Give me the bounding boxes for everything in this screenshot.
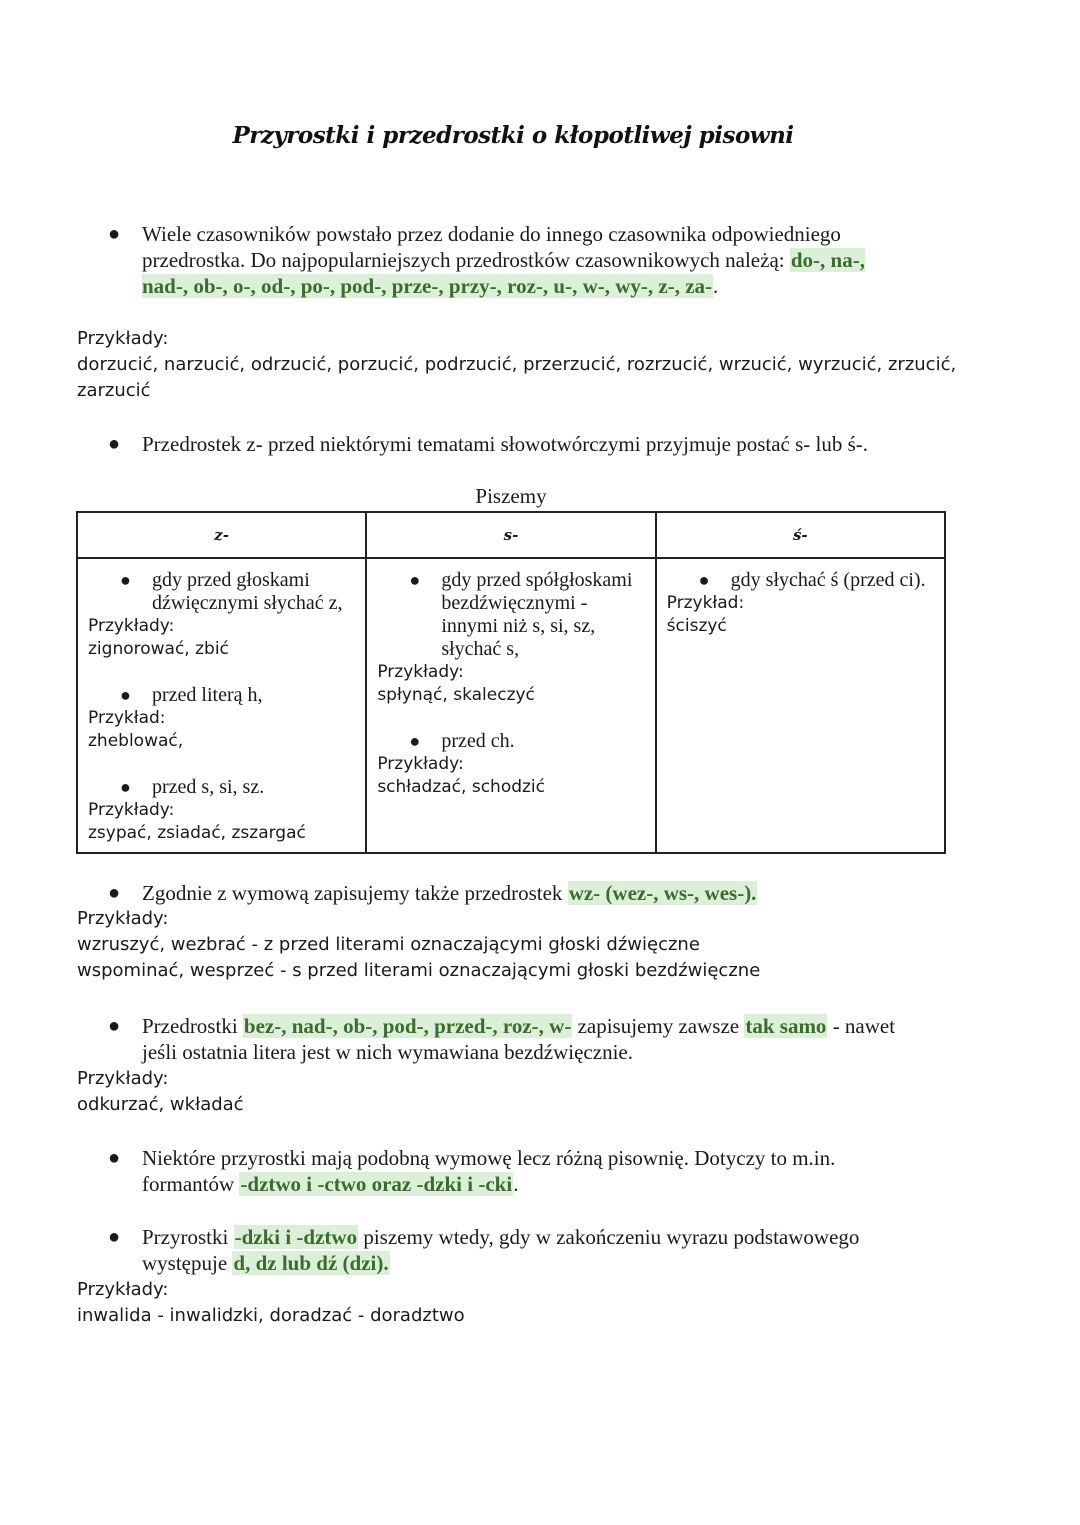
bullet-dot-icon: ●: [108, 223, 121, 245]
bullet-wz-prefix: [108, 880, 968, 906]
cell-example: zheblować,: [88, 731, 184, 751]
cell-label: Przykład:: [88, 708, 166, 728]
bullet-dzki-dztwo: [108, 1224, 908, 1276]
header-z: z-: [77, 512, 366, 558]
bullet-text: Przedrostki bez-, nad-, ob-, pod-, przed-, roz-, w- zapisujemy zawsze tak samo - nawet jeśli ostatnia litera jest w nich wymawiana bezdźwięcznie.: [142, 1014, 896, 1064]
bullet-text: Niektóre przyrostki mają podobną wymowę lecz różną pisownię. Dotyczy to m.in. formantów -dztwo i -ctwo oraz -dzki i -cki.: [142, 1146, 836, 1196]
bullet-dot-icon: ●: [698, 570, 710, 590]
examples-dzki-dztwo: [77, 1277, 977, 1329]
cell-bullet: ● przed literą h,: [120, 684, 263, 706]
cell-s: [366, 558, 655, 853]
bullet-text: Przedrostek z- przed niektórymi tematami słowotwórczymi przyjmuje postać s- lub ś-.: [142, 432, 869, 456]
highlight-prefix-list: bez-, nad-, ob-, pod-, przed-, roz-, w-: [243, 1014, 572, 1038]
cell-example: spłynąć, skaleczyć: [377, 685, 535, 705]
bullet-dot-icon: ●: [108, 1226, 121, 1248]
table-caption: Piszemy: [475, 484, 547, 508]
cell-bullet: ● gdy słychać ś (przed ci).: [698, 569, 926, 591]
bullet-constant-prefixes: [108, 1013, 908, 1065]
header-sh: ś-: [656, 512, 945, 558]
bullet-dot-icon: ●: [120, 777, 131, 797]
examples-label: Przykłady:: [77, 1068, 169, 1089]
bullet-dot-icon: ●: [409, 570, 421, 590]
examples-text: dorzucić, narzucić, odrzucić, porzucić, podrzucić, przerzucić, rozrzucić, wrzucić, wyrzucić, zrzucić, zarzucić: [77, 354, 957, 401]
bullet-dot-icon: ●: [409, 731, 421, 751]
examples-label: Przykłady:: [77, 328, 169, 349]
cell-label: Przykład:: [666, 593, 745, 613]
bullet-dot-icon: ●: [120, 685, 131, 705]
cell-bullet: ● gdy przed głoskami dźwięcznymi słychać z,: [120, 569, 343, 614]
highlight-prefixes: do-, na-, nad-, ob-, o-, od-, po-, pod-, prze-, przy-, roz-, u-, w-, wy-, z-, za-: [142, 248, 865, 298]
examples-text: inwalida - inwalidzki, doradzać - doradztwo: [77, 1305, 465, 1326]
prefix-table: [76, 511, 946, 854]
bullet-verb-prefixes: [108, 221, 908, 299]
examples-label: Przykłady:: [77, 908, 169, 929]
cell-bullet: ● gdy przed spółgłoskami bezdźwięcznymi - innymi niż s, si, sz, słychać s,: [409, 569, 633, 660]
cell-example: ściszyć: [666, 616, 727, 636]
table-row: [77, 558, 945, 853]
page-title: Przyrostki i przedrostki o kłopotliwej pisowni: [232, 122, 794, 149]
bullet-similar-suffixes: [108, 1145, 908, 1197]
bullet-text: Przyrostki -dzki i -dztwo piszemy wtedy, gdy w zakończeniu wyrazu podstawowego występuje d, dz lub dź (dzi).: [142, 1225, 860, 1275]
cell-example: zsypać, zsiadać, zszargać: [88, 823, 306, 843]
bullet-text: Wiele czasowników powstało przez dodanie do innego czasownika odpowiedniego przedrostka. Do najpopularniejszych przedrostków czasownikowych należą: do-, na-, nad-, ob-, o-, od-, po-, pod-, prze-, przy-, roz-, u-, w-, wy-, z-, za-.: [142, 222, 865, 298]
examples-line: wzruszyć, wezbrać - z przed literami oznaczającymi głoski dźwięczne: [77, 934, 700, 955]
cell-label: Przykłady:: [377, 662, 464, 682]
cell-bullet: ● przed ch.: [409, 730, 515, 752]
bullet-dot-icon: ●: [120, 570, 131, 590]
bullet-dot-icon: ●: [108, 1147, 121, 1169]
highlight-suffixes: -dztwo i -ctwo oraz -dzki i -cki: [240, 1172, 513, 1196]
cell-label: Przykłady:: [88, 800, 175, 820]
highlight-d-dz: d, dz lub dź (dzi).: [233, 1251, 389, 1275]
highlight-dzki-dztwo: -dzki i -dztwo: [234, 1225, 358, 1249]
cell-example: zignorować, zbić: [88, 639, 229, 659]
bullet-z-prefix-forms: [108, 431, 968, 457]
bullet-text: Zgodnie z wymową zapisujemy także przedrostek wz- (wez-, ws-, wes-).: [142, 881, 757, 905]
cell-sh: [656, 558, 945, 853]
highlight-tak-samo: tak samo: [745, 1014, 827, 1038]
examples-wz: [77, 906, 977, 984]
examples-constant-prefixes: [77, 1066, 977, 1118]
cell-label: Przykłady:: [377, 754, 464, 774]
header-s: s-: [366, 512, 655, 558]
cell-bullet: ● przed s, si, sz.: [120, 776, 265, 798]
examples-verb-prefixes: [77, 326, 977, 404]
examples-text: odkurzać, wkładać: [77, 1094, 244, 1115]
bullet-dot-icon: ●: [108, 1015, 121, 1037]
cell-example: schładzać, schodzić: [377, 777, 546, 797]
examples-label: Przykłady:: [77, 1279, 169, 1300]
cell-label: Przykłady:: [88, 616, 175, 636]
bullet-dot-icon: ●: [108, 433, 121, 455]
cell-z: [77, 558, 366, 853]
examples-line: wspominać, wesprzeć - s przed literami oznaczającymi głoski bezdźwięczne: [77, 960, 761, 981]
bullet-dot-icon: ●: [108, 882, 121, 904]
highlight-wz: wz- (wez-, ws-, wes-).: [568, 881, 757, 905]
table-header-row: [77, 512, 945, 558]
